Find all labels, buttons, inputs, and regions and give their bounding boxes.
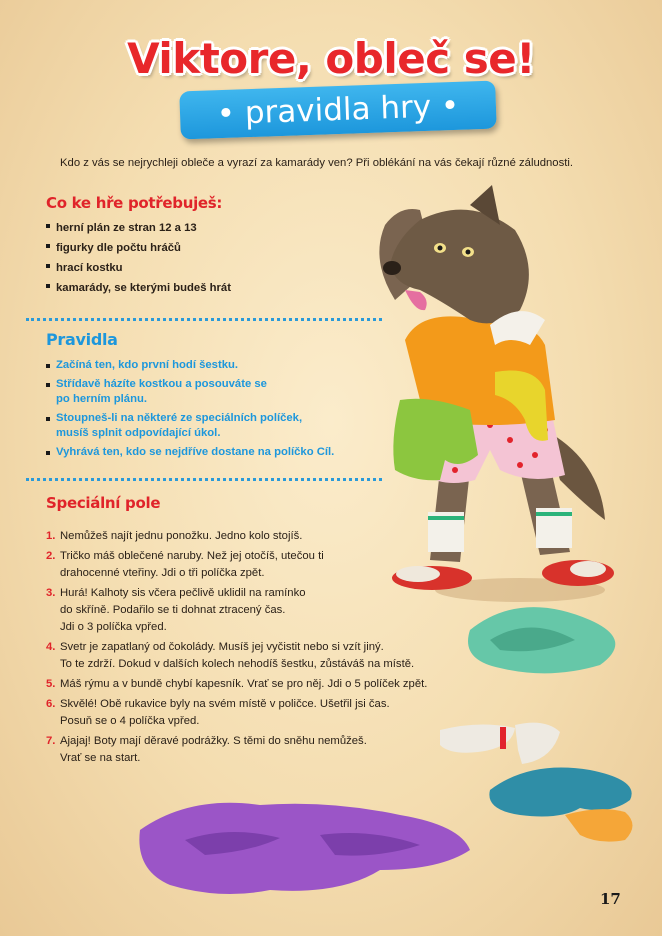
list-item: kamarády, se kterými budeš hrát: [46, 278, 376, 298]
special-heading: Speciální pole: [46, 494, 161, 512]
divider: [26, 318, 382, 321]
bullet-icon: [46, 451, 50, 455]
bullet-icon: [46, 284, 50, 288]
bullet-icon: [46, 417, 50, 421]
list-item: 2. Tričko máš oblečené naruby. Než jej otočíš, utečou ti drahocenné vteřiny. Jdi o tři políčka zpět.: [46, 550, 324, 579]
bullet-icon: [46, 383, 50, 387]
list-item: 3. Hurá! Kalhoty sis včera pečlivě uklidil na ramínko do skříně. Podařilo se ti dohnat ztracený čas. Jdi o 3 políčka vpřed.: [46, 587, 306, 633]
list-item: 7. Ajajaj! Boty mají děravé podrážky. S těmi do sněhu nemůžeš. Vrať se na start.: [46, 735, 367, 764]
intro-text: Kdo z vás se nejrychleji obleče a vyrazí za kamarády ven? Při oblékání na vás čekají různé záludnosti.: [60, 157, 574, 169]
list-item: 1. Nemůžeš najít jednu ponožku. Jedno kolo stojíš.: [46, 530, 303, 542]
special-list: [46, 528, 466, 770]
rules-heading: Pravidla: [46, 330, 118, 349]
list-item: Začíná ten, kdo první hodí šestku.: [46, 358, 376, 373]
list-item: hrací kostku: [46, 258, 376, 278]
bullet-icon: [46, 364, 50, 368]
divider: [26, 478, 382, 481]
bullet-icon: [46, 244, 50, 248]
list-item: Střídavě házíte kostkou a posouváte se po herním plánu.: [46, 377, 376, 407]
page-title: Viktore, obleč se!: [127, 34, 535, 83]
page-number: 17: [600, 890, 621, 908]
list-item: herní plán ze stran 12 a 13: [46, 218, 376, 238]
equipment-list: [46, 218, 376, 298]
list-item: 6. Skvělé! Obě rukavice byly na svém místě v poličce. Ušetřil jsi čas. Posuň se o 4 políčka vpřed.: [46, 698, 390, 727]
list-item: Stoupneš-li na některé ze speciálních políček, musíš splnit odpovídající úkol.: [46, 411, 376, 441]
list-item: 4. Svetr je zapatlaný od čokolády. Musíš jej vyčistit nebo si vzít jiný. To te zdrží. Dokud v dalších kolech nehodíš šestku, zůstáváš na místě.: [46, 641, 415, 670]
rules-list: [46, 358, 376, 464]
list-item: Vyhrává ten, kdo se nejdříve dostane na políčko Cíl.: [46, 445, 376, 460]
list-item: figurky dle počtu hráčů: [46, 238, 376, 258]
bullet-icon: [46, 224, 50, 228]
rules-banner: • pravidla hry •: [179, 81, 496, 140]
equipment-heading: Co ke hře potřebuješ:: [46, 194, 223, 212]
list-item: 5. Máš rýmu a v bundě chybí kapesník. Vrať se pro něj. Jdi o 5 políček zpět.: [46, 678, 428, 690]
bullet-icon: [46, 264, 50, 268]
